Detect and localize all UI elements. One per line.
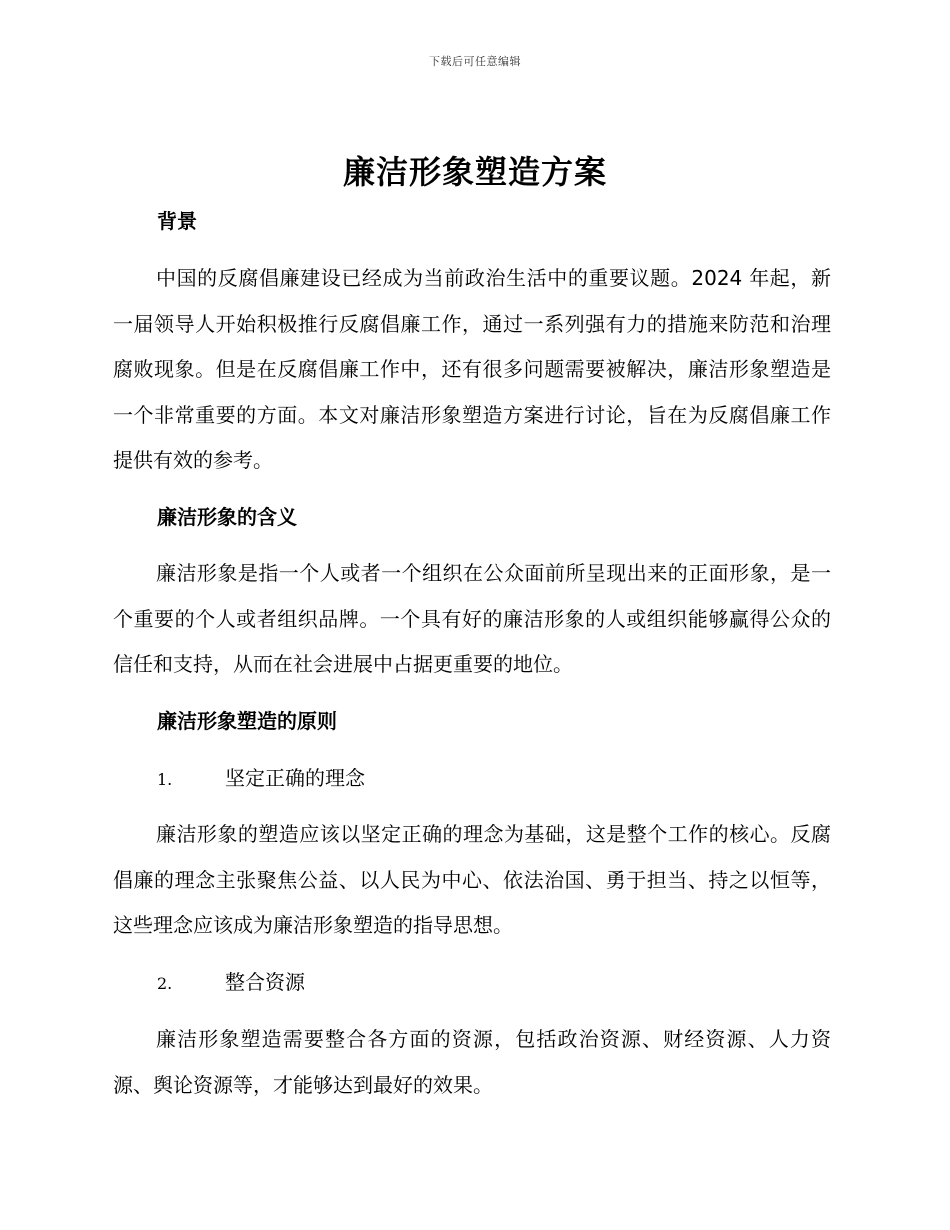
page-header-note: 下载后可任意编辑 [429, 55, 521, 68]
section-heading-principles: 廉洁形象塑造的原则 [157, 709, 337, 733]
paragraph-principle-2: 廉洁形象塑造需要整合各方面的资源，包括政治资源、财经资源、人力资源、舆论资源等，才能够达到最好的效果。 [113, 1027, 831, 1097]
principle-number: 1. [157, 770, 173, 789]
section-heading-meaning: 廉洁形象的含义 [157, 505, 297, 529]
principle-title: 整合资源 [225, 970, 305, 994]
document-title: 廉洁形象塑造方案 [342, 153, 607, 191]
principle-title: 坚定正确的理念 [225, 766, 365, 790]
principle-item-2 [157, 968, 305, 998]
paragraph-meaning: 廉洁形象是指一个人或者一个组织在公众面前所呈现出来的正面形象，是一个重要的个人或者组织品牌。一个具有好的廉洁形象的人或组织能够赢得公众的信任和支持，从而在社会进展中占据更重要的地位。 [113, 561, 831, 676]
paragraph-principle-1: 廉洁形象的塑造应该以坚定正确的理念为基础，这是整个工作的核心。反腐倡廉的理念主张聚焦公益、以人民为中心、依法治国、勇于担当、持之以恒等，这些理念应该成为廉洁形象塑造的指导思想。 [113, 822, 831, 937]
principle-number: 2. [157, 974, 173, 993]
section-heading-background: 背景 [157, 209, 197, 233]
principle-item-1 [157, 764, 365, 794]
paragraph-background: 中国的反腐倡廉建设已经成为当前政治生活中的重要议题。2024 年起，新一届领导人开始积极推行反腐倡廉工作，通过一系列强有力的措施来防范和治理腐败现象。但是在反腐倡廉工作中，还有很多问题需要被解决，廉洁形象塑造是一个非常重要的方面。本文对廉洁形象塑造方案进行讨论，旨在为反腐倡廉工作提供有效的参考。 [113, 266, 831, 472]
